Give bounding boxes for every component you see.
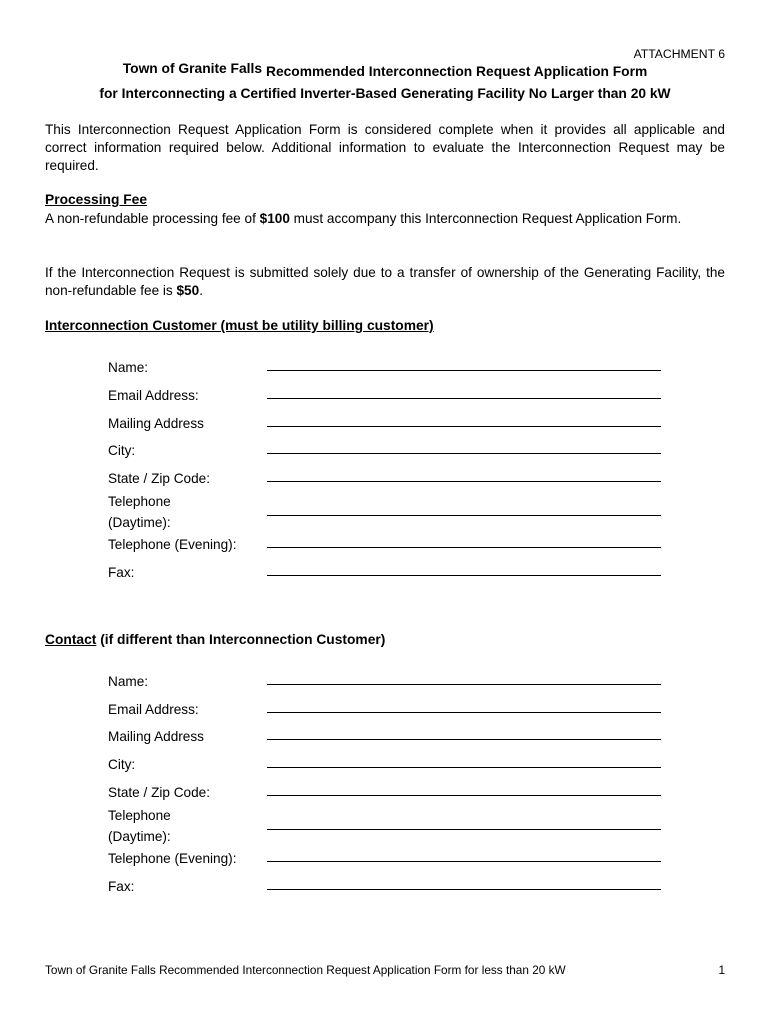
- field-label: Telephone (Evening):: [108, 851, 237, 866]
- mailing-address-input-line[interactable]: [267, 426, 661, 427]
- mailing-address-input-line[interactable]: [267, 739, 661, 740]
- field-label: State / Zip Code:: [108, 785, 211, 800]
- customer-telephone-daytime-field[interactable]: [0, 491, 770, 535]
- fax-input-line[interactable]: [267, 889, 661, 890]
- city-input-line[interactable]: [267, 453, 661, 454]
- contact-city-field[interactable]: [0, 754, 770, 778]
- customer-telephone-evening-field[interactable]: [0, 534, 770, 558]
- page-number: 1: [718, 963, 725, 977]
- contact-email-field[interactable]: [0, 699, 770, 723]
- contact-state-zip-field[interactable]: [0, 782, 770, 806]
- field-label: City:: [108, 443, 136, 458]
- processing-fee-paragraph: A non-refundable processing fee of $100 must accompany this Interconnection Request Application Form.: [45, 211, 682, 226]
- field-label: Telephone (Daytime):: [108, 494, 171, 530]
- field-label: Name:: [108, 360, 149, 375]
- customer-state-zip-field[interactable]: [0, 468, 770, 492]
- transfer-fee-paragraph: If the Interconnection Request is submitted solely due to a transfer of ownership of the Generating Facility, the non-refundable fee is $50.: [45, 265, 725, 298]
- fee-amount: $100: [259, 211, 290, 226]
- telephone-evening-input-line[interactable]: [267, 547, 661, 548]
- customer-name-field[interactable]: [0, 357, 770, 381]
- city-input-line[interactable]: [267, 767, 661, 768]
- telephone-evening-input-line[interactable]: [267, 861, 661, 862]
- fax-input-line[interactable]: [267, 575, 661, 576]
- transfer-fee-amount: $50: [176, 282, 200, 298]
- contact-section-heading: Contact (if different than Interconnection Customer): [45, 632, 386, 647]
- email-input-line[interactable]: [267, 398, 661, 399]
- name-input-line[interactable]: [267, 370, 661, 371]
- contact-name-field[interactable]: [0, 671, 770, 695]
- name-input-line[interactable]: [267, 684, 661, 685]
- intro-paragraph: This Interconnection Request Application Form is considered complete when it provides all applicable and correct information required below. Additional information to evaluate the Interconnection Request may be required.: [45, 122, 725, 173]
- form-title: Recommended Interconnection Request Application Form: [266, 64, 648, 79]
- processing-fee-heading: Processing Fee: [45, 192, 147, 207]
- telephone-daytime-input-line[interactable]: [267, 515, 661, 516]
- contact-mailing-address-field[interactable]: [0, 726, 770, 750]
- state-zip-input-line[interactable]: [267, 795, 661, 796]
- field-label: Mailing Address: [108, 729, 204, 744]
- customer-section-heading: Interconnection Customer (must be utility billing customer): [45, 318, 434, 333]
- contact-telephone-evening-field[interactable]: [0, 848, 770, 872]
- contact-fax-field[interactable]: [0, 876, 770, 900]
- contact-telephone-daytime-field[interactable]: [0, 805, 770, 849]
- telephone-daytime-input-line[interactable]: [267, 829, 661, 830]
- field-label: Fax:: [108, 879, 135, 894]
- page-footer: Town of Granite Falls Recommended Interconnection Request Application Form for less than 20 kW: [45, 963, 566, 977]
- customer-city-field[interactable]: [0, 440, 770, 464]
- town-name: Town of Granite Falls: [122, 61, 262, 76]
- field-label: Name:: [108, 674, 149, 689]
- form-title-line2: for Interconnecting a Certified Inverter-Based Generating Facility No Larger than 20 kW: [99, 86, 671, 101]
- email-input-line[interactable]: [267, 712, 661, 713]
- field-label: Email Address:: [108, 702, 199, 717]
- field-label: State / Zip Code:: [108, 471, 211, 486]
- field-label: Telephone (Daytime):: [108, 808, 171, 844]
- customer-fax-field[interactable]: [0, 562, 770, 586]
- field-label: Telephone (Evening):: [108, 537, 237, 552]
- field-label: Email Address:: [108, 388, 199, 403]
- customer-email-field[interactable]: [0, 385, 770, 409]
- field-label: Fax:: [108, 565, 135, 580]
- state-zip-input-line[interactable]: [267, 481, 661, 482]
- field-label: City:: [108, 757, 136, 772]
- field-label: Mailing Address: [108, 416, 204, 431]
- customer-mailing-address-field[interactable]: [0, 413, 770, 437]
- form-title-line1: [0, 61, 770, 79]
- attachment-label: ATTACHMENT 6: [633, 47, 725, 61]
